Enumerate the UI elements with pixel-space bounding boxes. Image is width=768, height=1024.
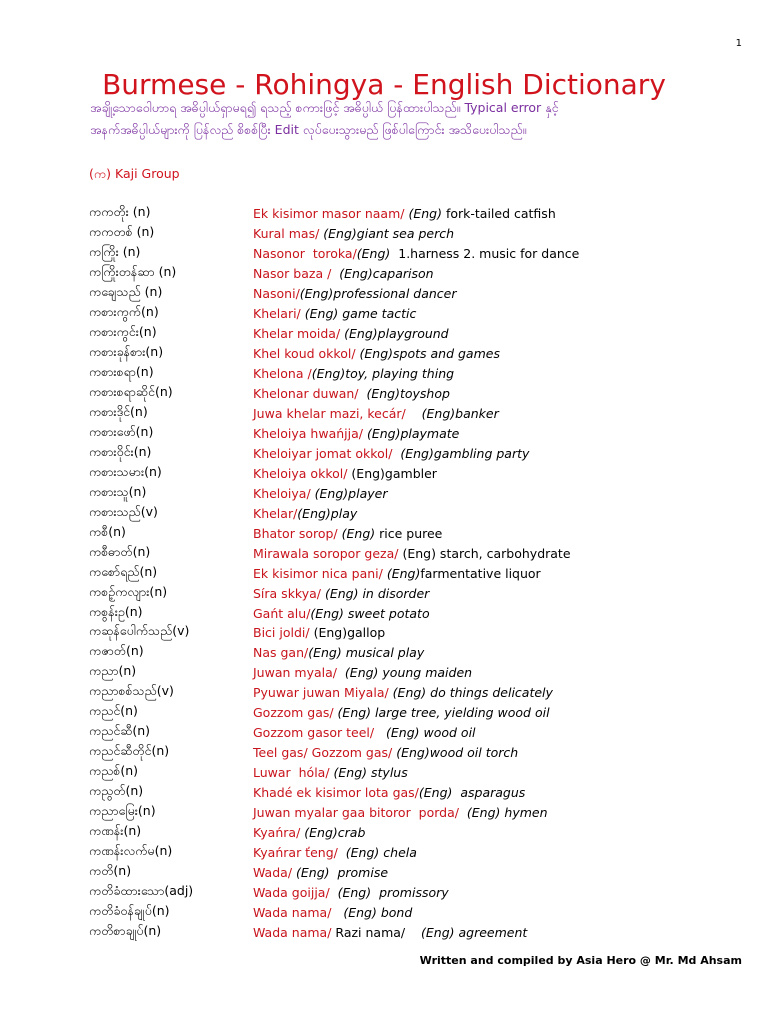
entry-definition bbox=[253, 586, 749, 601]
entry-burmese: ကကတစ် (n) bbox=[89, 224, 155, 240]
english-gloss: (Eng)crab bbox=[304, 825, 366, 841]
english-gloss: (Eng) sweet potato bbox=[310, 605, 430, 621]
entry-definition bbox=[253, 845, 749, 860]
rohingya-term: Juwa khelar mazi, kecár/ bbox=[253, 406, 410, 421]
entry-burmese: ကတိ(n) bbox=[89, 862, 132, 878]
entry-row bbox=[89, 304, 749, 324]
english-gloss: (Eng)playground bbox=[344, 326, 449, 342]
rohingya-term: Kheloiya/ bbox=[253, 485, 315, 501]
english-gloss: (Eng) wood oil bbox=[378, 725, 476, 741]
english-gloss: (Eng) hymen bbox=[462, 805, 548, 821]
entry-definition bbox=[253, 825, 749, 840]
entry-burmese: ကတိစာချုပ်(n) bbox=[89, 922, 162, 938]
english-gloss: (Eng) asparagus bbox=[418, 785, 526, 801]
entry-row bbox=[89, 404, 749, 424]
rohingya-term: Wada goijja/ bbox=[253, 884, 334, 900]
entry-definition bbox=[253, 546, 749, 561]
entry-row bbox=[89, 344, 749, 364]
english-gloss: (Eng) bbox=[386, 565, 421, 581]
entry-definition bbox=[253, 645, 749, 660]
entry-burmese: ကကတိုး (n) bbox=[89, 204, 151, 220]
rohingya-term: Ek kisimor nica pani/ bbox=[253, 565, 387, 581]
intro-line-1: အချို့သောဝေါဟာရ အဓိပ္ပါယ်ရှာမရ၍ ရသည့် စကားဖြင့် အဓိပ္ပါယ် ပြန်ထားပါသည်။ Typical error နှင့် bbox=[90, 100, 559, 115]
entry-definition bbox=[253, 566, 749, 581]
rohingya-term: Juwan myalar gaa bitoror porda/ bbox=[253, 805, 463, 821]
entry-definition bbox=[253, 206, 749, 221]
rohingya-term: Kyańrar ťeng/ bbox=[253, 844, 342, 860]
rohingya-term: Teel gas/ Gozzom gas/ bbox=[253, 745, 397, 761]
entry-burmese: ကစားသမား(n) bbox=[89, 463, 162, 479]
english-gloss: (Eng) in disorder bbox=[324, 585, 430, 601]
rohingya-term: Khadé ek kisimor lota gas/ bbox=[253, 785, 419, 801]
rohingya-term: Khelar/ bbox=[253, 505, 298, 521]
rohingya-term: Khelar moida/ bbox=[253, 326, 345, 342]
entry-definition bbox=[253, 765, 749, 780]
footer-credit: Written and compiled by Asia Hero @ Mr. Md Ahsam bbox=[419, 954, 742, 967]
rohingya-term: Gozzom gas/ bbox=[253, 705, 338, 721]
rohingya-term: Khelari/ bbox=[253, 306, 305, 322]
entry-row bbox=[89, 364, 749, 384]
entry-burmese: ကဏန်းလက်မ(n) bbox=[89, 842, 173, 858]
english-gloss: (Eng) do things delicately bbox=[392, 685, 553, 701]
entry-row bbox=[89, 683, 749, 703]
english-gloss: 1.harness 2. music for dance bbox=[390, 246, 580, 262]
english-gloss: (Eng) chela bbox=[341, 844, 417, 860]
entry-definition bbox=[253, 266, 749, 281]
rohingya-term: Wada nama/ bbox=[253, 904, 336, 920]
english-gloss: farmentative liquor bbox=[420, 565, 541, 581]
entry-definition bbox=[253, 785, 749, 800]
english-gloss: (Eng)caparison bbox=[335, 266, 434, 282]
entry-definition bbox=[253, 725, 749, 740]
entry-definition bbox=[253, 526, 749, 541]
entry-burmese: ကစားကွက်(n) bbox=[89, 304, 159, 320]
english-gloss: (Eng)playmate bbox=[366, 425, 460, 441]
entry-burmese: ကကြိုးတန်ဆာ (n) bbox=[89, 264, 177, 280]
english-gloss: (Eng)gambler bbox=[351, 465, 437, 481]
entry-burmese: ကစော်ရည်(n) bbox=[89, 563, 158, 579]
rohingya-term: Gozzom gasor teel/ bbox=[253, 725, 379, 741]
entry-row bbox=[89, 882, 749, 902]
english-gloss: (Eng) bbox=[356, 246, 391, 262]
entry-row bbox=[89, 384, 749, 404]
entry-burmese: ကစားစရာဆိုင်(n) bbox=[89, 384, 173, 400]
entry-row bbox=[89, 803, 749, 823]
entry-burmese: ကညင်(n) bbox=[89, 703, 138, 719]
entry-burmese: ကစားဝိုင်း(n) bbox=[89, 443, 152, 459]
rohingya-term: Mirawala soropor geza/ bbox=[253, 545, 403, 561]
entry-row bbox=[89, 823, 749, 843]
entry-definition bbox=[253, 246, 749, 261]
dictionary-entries bbox=[89, 204, 749, 942]
entry-definition bbox=[253, 406, 749, 421]
english-gloss: fork-tailed catfish bbox=[445, 206, 556, 222]
entry-burmese: ကညာ(n) bbox=[89, 663, 137, 679]
entry-burmese: ကညင်ဆီတိုင်(n) bbox=[89, 743, 170, 759]
english-gloss: (Eng)professional dancer bbox=[299, 286, 457, 302]
entry-row bbox=[89, 224, 749, 244]
entry-row bbox=[89, 902, 749, 922]
rohingya-term: Khel koud okkol/ bbox=[253, 346, 360, 362]
entry-row bbox=[89, 862, 749, 882]
entry-row bbox=[89, 703, 749, 723]
english-gloss: (Eng)toyshop bbox=[362, 386, 450, 402]
entry-row bbox=[89, 783, 749, 803]
entry-row bbox=[89, 603, 749, 623]
entry-burmese: ကညင်ဆီ(n) bbox=[89, 723, 151, 739]
entry-burmese: ကတိခံဝန်ချုပ်(n) bbox=[89, 902, 170, 918]
entry-row bbox=[89, 284, 749, 304]
english-gloss: (Eng)toy, playing thing bbox=[311, 366, 455, 382]
rohingya-term: Bici joldi/ bbox=[253, 625, 314, 641]
entry-definition bbox=[253, 805, 749, 820]
group-marker: (က) bbox=[89, 166, 111, 181]
entry-definition bbox=[253, 326, 749, 341]
entry-definition bbox=[253, 625, 749, 640]
english-gloss: (Eng) large tree, yielding wood oil bbox=[337, 705, 550, 721]
rohingya-term: Wada nama/ bbox=[253, 924, 336, 940]
entry-row bbox=[89, 583, 749, 603]
entry-row bbox=[89, 503, 749, 523]
english-gloss: (Eng)gambling party bbox=[396, 445, 530, 461]
entry-definition bbox=[253, 466, 749, 481]
english-gloss: (Eng) young maiden bbox=[340, 665, 473, 681]
english-gloss: (Eng)spots and games bbox=[359, 346, 500, 362]
entry-definition bbox=[253, 506, 749, 521]
rohingya-term: Kyańra/ bbox=[253, 825, 305, 841]
english-gloss: (Eng) promise bbox=[296, 864, 389, 880]
rohingya-term: Kheloiyar jomat okkol/ bbox=[253, 445, 397, 461]
entry-row bbox=[89, 843, 749, 863]
entry-burmese: ကညာမြေး(n) bbox=[89, 803, 156, 819]
entry-burmese: ကဇာတ်(n) bbox=[89, 643, 144, 659]
english-gloss: (Eng) bbox=[408, 206, 446, 222]
rohingya-term: Bhator sorop/ bbox=[253, 525, 342, 541]
entry-burmese: ကဏန်း(n) bbox=[89, 823, 142, 839]
rohingya-term: Nasoni/ bbox=[253, 286, 300, 302]
entry-definition bbox=[253, 885, 749, 900]
entry-row bbox=[89, 623, 749, 643]
entry-definition bbox=[253, 745, 749, 760]
english-gloss: (Eng)giant sea perch bbox=[323, 226, 455, 242]
english-gloss: (Eng)play bbox=[297, 505, 358, 521]
entry-definition bbox=[253, 306, 749, 321]
entry-row bbox=[89, 324, 749, 344]
entry-burmese: ကကြိုး (n) bbox=[89, 244, 141, 260]
english-gloss: (Eng) promissory bbox=[333, 884, 449, 900]
entry-burmese: ကစားစရာ(n) bbox=[89, 364, 154, 380]
rohingya-term: Juwan myala/ bbox=[253, 665, 341, 681]
entry-burmese: ကစားသူ(n) bbox=[89, 483, 147, 499]
english-gloss: (Eng)banker bbox=[409, 406, 499, 421]
rohingya-term: Kheloiya hwańjja/ bbox=[253, 425, 367, 441]
english-gloss: Razi nama/ bbox=[335, 924, 410, 940]
rohingya-term: Ek kisimor masor naam/ bbox=[253, 206, 409, 222]
english-gloss: (Eng)player bbox=[314, 485, 388, 501]
english-gloss: rice puree bbox=[379, 525, 443, 541]
entry-definition bbox=[253, 286, 749, 301]
entry-definition bbox=[253, 925, 749, 940]
intro-line-2: အနက်အဓိပ္ပါယ်များကို ပြန်လည် စိစစ်ပြီး Edit လုပ်ပေးသွားမည် ဖြစ်ပါကြောင်း အသိပေးပါသည်။ bbox=[90, 122, 527, 137]
entry-burmese: ကချေသည် (n) bbox=[89, 284, 163, 300]
rohingya-term: Nasor baza / bbox=[253, 266, 336, 282]
entry-row bbox=[89, 523, 749, 543]
group-label: Kaji Group bbox=[114, 166, 180, 181]
entry-burmese: ကစားဒိုင်(n) bbox=[89, 404, 148, 419]
entry-row bbox=[89, 244, 749, 264]
entry-definition bbox=[253, 486, 749, 501]
entry-row bbox=[89, 204, 749, 224]
entry-burmese: ကညွတ်(n) bbox=[89, 783, 144, 799]
entry-burmese: ကစားသည်(v) bbox=[89, 503, 158, 519]
entry-burmese: ကစီ(n) bbox=[89, 523, 126, 539]
entry-row bbox=[89, 922, 749, 942]
entry-burmese: ကဆုန်ပေါက်သည်(v) bbox=[89, 623, 190, 639]
entry-burmese: ကစားကွင်း(n) bbox=[89, 324, 157, 340]
english-gloss: (Eng) stylus bbox=[333, 765, 408, 781]
rohingya-term: Nasonor toroka/ bbox=[253, 246, 357, 262]
entry-burmese: ကညစ်(n) bbox=[89, 763, 139, 779]
rohingya-term: Pyuwar juwan Miyala/ bbox=[253, 685, 393, 701]
rohingya-term: Síra skkya/ bbox=[253, 585, 325, 601]
entry-row bbox=[89, 423, 749, 443]
rohingya-term: Khelonar duwan/ bbox=[253, 386, 363, 402]
rohingya-term: Kheloiya okkol/ bbox=[253, 465, 352, 481]
page-number: 1 bbox=[735, 38, 742, 49]
rohingya-term: Wada/ bbox=[253, 864, 296, 880]
entry-row bbox=[89, 723, 749, 743]
entry-definition bbox=[253, 606, 749, 621]
rohingya-term: Kural mas/ bbox=[253, 226, 324, 242]
group-heading bbox=[89, 166, 180, 185]
entry-row bbox=[89, 264, 749, 284]
entry-definition bbox=[253, 226, 749, 241]
english-gloss: (Eng) musical play bbox=[308, 645, 425, 661]
entry-burmese: ကညာစစ်သည်(v) bbox=[89, 683, 174, 699]
entry-row bbox=[89, 563, 749, 583]
entry-definition bbox=[253, 665, 749, 680]
entry-definition bbox=[253, 905, 749, 920]
page-title: Burmese - Rohingya - English Dictionary bbox=[102, 68, 666, 101]
english-gloss: (Eng) agreement bbox=[409, 924, 528, 940]
entry-burmese: ကတိခံထားသော(adj) bbox=[89, 882, 194, 898]
entry-definition bbox=[253, 446, 749, 461]
entry-burmese: ကစားခုန်စား(n) bbox=[89, 344, 164, 360]
entry-burmese: ကစဉ့်ကလျား(n) bbox=[89, 583, 168, 599]
entry-row bbox=[89, 763, 749, 783]
entry-row bbox=[89, 663, 749, 683]
entry-definition bbox=[253, 426, 749, 441]
entry-definition bbox=[253, 386, 749, 401]
entry-definition bbox=[253, 685, 749, 700]
entry-burmese: ကစီဓာတ်(n) bbox=[89, 543, 151, 559]
entry-row bbox=[89, 543, 749, 563]
entry-burmese: ကစွန်းဥ(n) bbox=[89, 603, 143, 619]
entry-row bbox=[89, 643, 749, 663]
entry-row bbox=[89, 463, 749, 483]
english-gloss: (Eng) game tactic bbox=[304, 306, 417, 322]
rohingya-term: Khelona / bbox=[253, 366, 312, 382]
rohingya-term: Gańt alu/ bbox=[253, 605, 311, 621]
entry-definition bbox=[253, 366, 749, 381]
entry-definition bbox=[253, 346, 749, 361]
english-gloss: (Eng) bbox=[341, 525, 380, 541]
entry-row bbox=[89, 743, 749, 763]
entry-definition bbox=[253, 865, 749, 880]
english-gloss: (Eng)gallop bbox=[313, 625, 386, 641]
english-gloss: (Eng) bond bbox=[335, 904, 413, 920]
entry-burmese: ကစားဖော်(n) bbox=[89, 423, 154, 439]
rohingya-term: Luwar hóla/ bbox=[253, 765, 334, 781]
entry-definition bbox=[253, 705, 749, 720]
english-gloss: (Eng)wood oil torch bbox=[396, 745, 519, 761]
entry-row bbox=[89, 443, 749, 463]
entry-row bbox=[89, 483, 749, 503]
rohingya-term: Nas gan/ bbox=[253, 645, 309, 661]
english-gloss: (Eng) starch, carbohydrate bbox=[402, 545, 571, 561]
